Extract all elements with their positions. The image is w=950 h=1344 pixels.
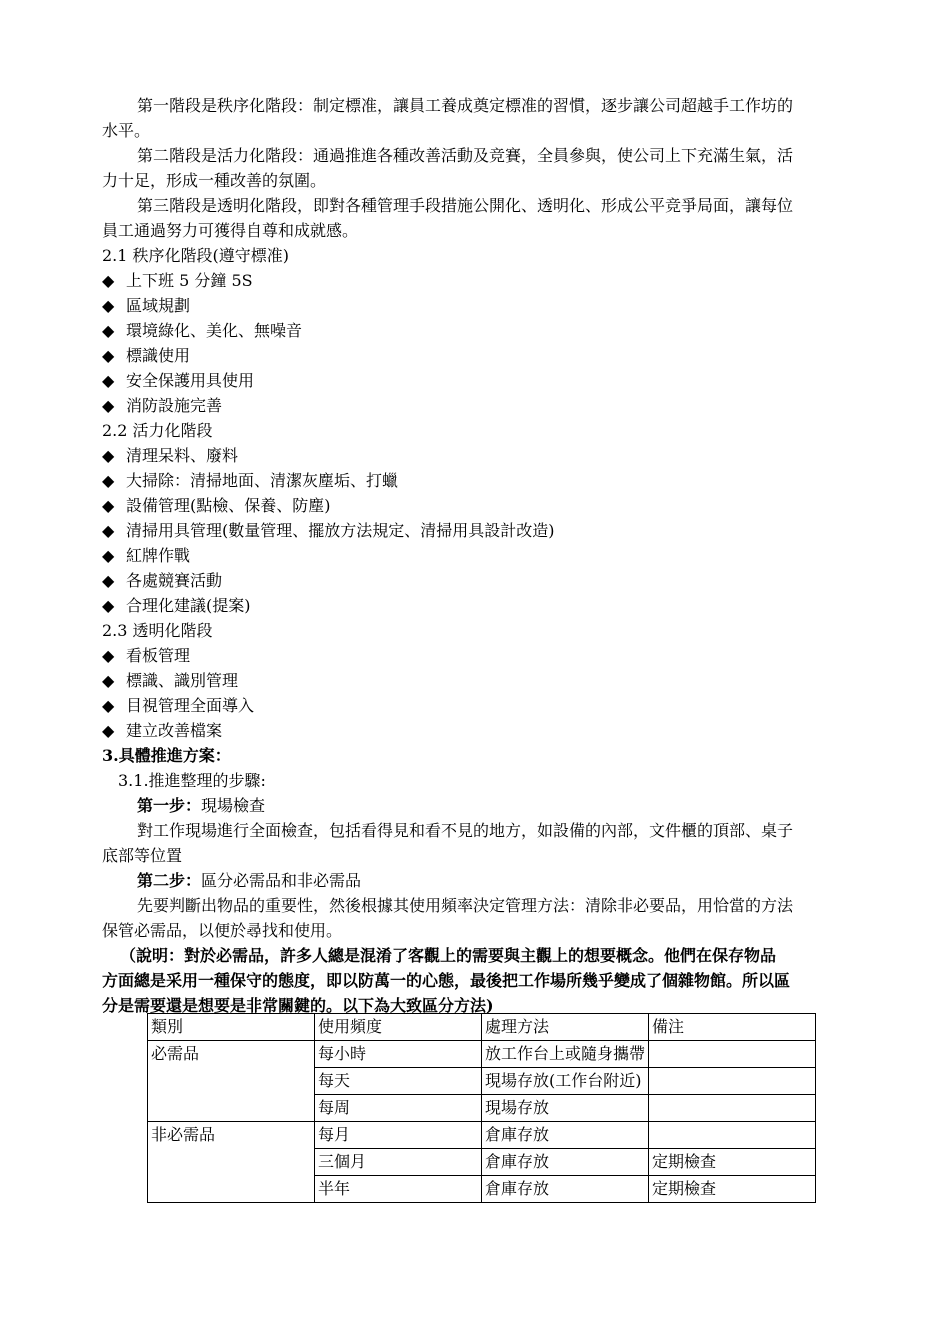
diamond-bullet-icon: ◆ — [102, 471, 115, 490]
note-cell — [649, 1122, 816, 1149]
list-item-text: 清理呆料、廢料 — [126, 446, 239, 465]
step2-heading — [137, 868, 862, 893]
paragraph-stage1-cont: 水平。 — [102, 121, 151, 140]
diamond-bullet-icon: ◆ — [102, 721, 115, 740]
note-cell — [649, 1041, 816, 1068]
step2-text-cont: 保管必需品，以便於尋找和使用。 — [102, 921, 343, 940]
diamond-bullet-icon: ◆ — [102, 496, 115, 515]
subsection-heading-3-1: 3.1.推進整理的步驟: — [118, 771, 266, 790]
method-cell: 現場存放 — [482, 1095, 649, 1122]
freq-cell: 每月 — [315, 1122, 482, 1149]
paragraph-stage2-cont: 力十足，形成一種改善的氛圍。 — [102, 171, 327, 190]
diamond-bullet-icon: ◆ — [102, 546, 115, 565]
freq-cell: 半年 — [315, 1176, 482, 1203]
diamond-bullet-icon: ◆ — [102, 671, 115, 690]
note-cell — [649, 1095, 816, 1122]
list-item-text: 目視管理全面導入 — [126, 696, 255, 715]
diamond-bullet-icon: ◆ — [102, 521, 115, 540]
note-line-2: 方面總是采用一種保守的態度，即以防萬一的心態，最後把工作場所幾乎變成了個雜物館。所以區 — [102, 971, 791, 990]
freq-cell: 每小時 — [315, 1041, 482, 1068]
column-header: 備注 — [649, 1014, 816, 1041]
step2-title: 區分必需品和非必需品 — [201, 871, 362, 890]
list-item-text: 環境綠化、美化、無噪音 — [126, 321, 303, 340]
list-item-text: 大掃除：清掃地面、清潔灰塵垢、打蠟 — [126, 471, 399, 490]
step1-label: 第一步： — [137, 796, 202, 815]
list-item — [102, 593, 862, 618]
section-heading-2-2: 2.2 活力化階段 — [102, 421, 213, 440]
freq-cell: 三個月 — [315, 1149, 482, 1176]
note-line-3: 分是需要還是想要是非常關鍵的。以下為大致區分方法) — [102, 996, 494, 1015]
list-item — [102, 643, 862, 668]
method-cell: 倉庫存放 — [482, 1149, 649, 1176]
table-header-row — [148, 1014, 816, 1041]
list-item — [102, 518, 862, 543]
column-header: 處理方法 — [482, 1014, 649, 1041]
list-item-text: 各處競賽活動 — [126, 571, 223, 590]
diamond-bullet-icon: ◆ — [102, 371, 115, 390]
paragraph-stage2: 第二階段是活力化階段：通過推進各種改善活動及竞賽，全員參與，使公司上下充滿生氣，活 — [137, 146, 794, 165]
method-cell: 放工作台上或隨身攜帶 — [482, 1041, 649, 1068]
table-row — [148, 1122, 816, 1149]
list-item — [102, 343, 862, 368]
note-cell: 定期檢查 — [649, 1149, 816, 1176]
list-item — [102, 693, 862, 718]
diamond-bullet-icon: ◆ — [102, 321, 115, 340]
section-heading-3: 3.具體推進方案： — [102, 746, 231, 765]
note-cell: 定期檢查 — [649, 1176, 816, 1203]
section-heading-2-3: 2.3 透明化階段 — [102, 621, 213, 640]
list-item — [102, 543, 862, 568]
column-header: 類別 — [148, 1014, 315, 1041]
list-item-text: 標識、識別管理 — [126, 671, 239, 690]
list-item-text: 區域規劃 — [126, 296, 191, 315]
list-item — [102, 443, 862, 468]
step2-text: 先要判斷出物品的重要性，然後根據其使用頻率決定管理方法：清除非必要品，用恰當的方法 — [137, 896, 794, 915]
list-item-text: 建立改善檔案 — [126, 721, 223, 740]
list-item — [102, 493, 862, 518]
freq-cell: 每周 — [315, 1095, 482, 1122]
column-header: 使用頻度 — [315, 1014, 482, 1041]
list-item — [102, 393, 862, 418]
category-cell: 必需品 — [148, 1041, 315, 1122]
step1-title: 現場檢查 — [201, 796, 266, 815]
step2-label: 第二步： — [137, 871, 202, 890]
diamond-bullet-icon: ◆ — [102, 571, 115, 590]
step1-heading — [137, 793, 862, 818]
list-item — [102, 718, 862, 743]
list-item-text: 紅牌作戰 — [126, 546, 191, 565]
method-cell: 現場存放(工作台附近) — [482, 1068, 649, 1095]
list-item-text: 設備管理(點檢、保養、防塵) — [126, 496, 331, 515]
diamond-bullet-icon: ◆ — [102, 596, 115, 615]
list-item-text: 看板管理 — [126, 646, 191, 665]
list-item — [102, 268, 862, 293]
list-item-text: 安全保護用具使用 — [126, 371, 255, 390]
diamond-bullet-icon: ◆ — [102, 346, 115, 365]
list-item-text: 合理化建議(提案) — [126, 596, 251, 615]
note-cell — [649, 1068, 816, 1095]
method-cell: 倉庫存放 — [482, 1176, 649, 1203]
classification-table — [147, 1013, 816, 1203]
list-item — [102, 568, 862, 593]
freq-cell: 每天 — [315, 1068, 482, 1095]
table-row — [148, 1041, 816, 1068]
diamond-bullet-icon: ◆ — [102, 396, 115, 415]
method-cell: 倉庫存放 — [482, 1122, 649, 1149]
list-item — [102, 318, 862, 343]
list-item — [102, 293, 862, 318]
list-item — [102, 368, 862, 393]
paragraph-stage1: 第一階段是秩序化階段：制定標准，讓員工養成奠定標准的習慣，逐步讓公司超越手工作坊的 — [137, 96, 794, 115]
list-item — [102, 468, 862, 493]
list-item-text: 消防設施完善 — [126, 396, 223, 415]
note-line-1: （說明：對於必需品，許多人總是混淆了客觀上的需要與主觀上的想要概念。他們在保存物品 — [120, 946, 777, 965]
list-item-text: 上下班 5 分鐘 5S — [126, 271, 253, 290]
diamond-bullet-icon: ◆ — [102, 696, 115, 715]
category-cell: 非必需品 — [148, 1122, 315, 1203]
paragraph-stage3-cont: 員工通過努力可獲得自尊和成就感。 — [102, 221, 359, 240]
diamond-bullet-icon: ◆ — [102, 646, 115, 665]
step1-text-cont: 底部等位置 — [102, 846, 183, 865]
diamond-bullet-icon: ◆ — [102, 296, 115, 315]
step1-text: 對工作現場進行全面檢查，包括看得見和看不見的地方，如設備的內部，文件櫃的頂部、桌子 — [137, 821, 794, 840]
list-item-text: 標識使用 — [126, 346, 191, 365]
list-item — [102, 668, 862, 693]
diamond-bullet-icon: ◆ — [102, 446, 115, 465]
section-heading-2-1: 2.1 秩序化階段(遵守標准) — [102, 246, 290, 265]
list-item-text: 清掃用具管理(數量管理、擺放方法規定、清掃用具設計改造) — [126, 521, 555, 540]
paragraph-stage3: 第三階段是透明化階段，即對各種管理手段措施公開化、透明化、形成公平竞爭局面，讓每位 — [137, 196, 794, 215]
diamond-bullet-icon: ◆ — [102, 271, 115, 290]
